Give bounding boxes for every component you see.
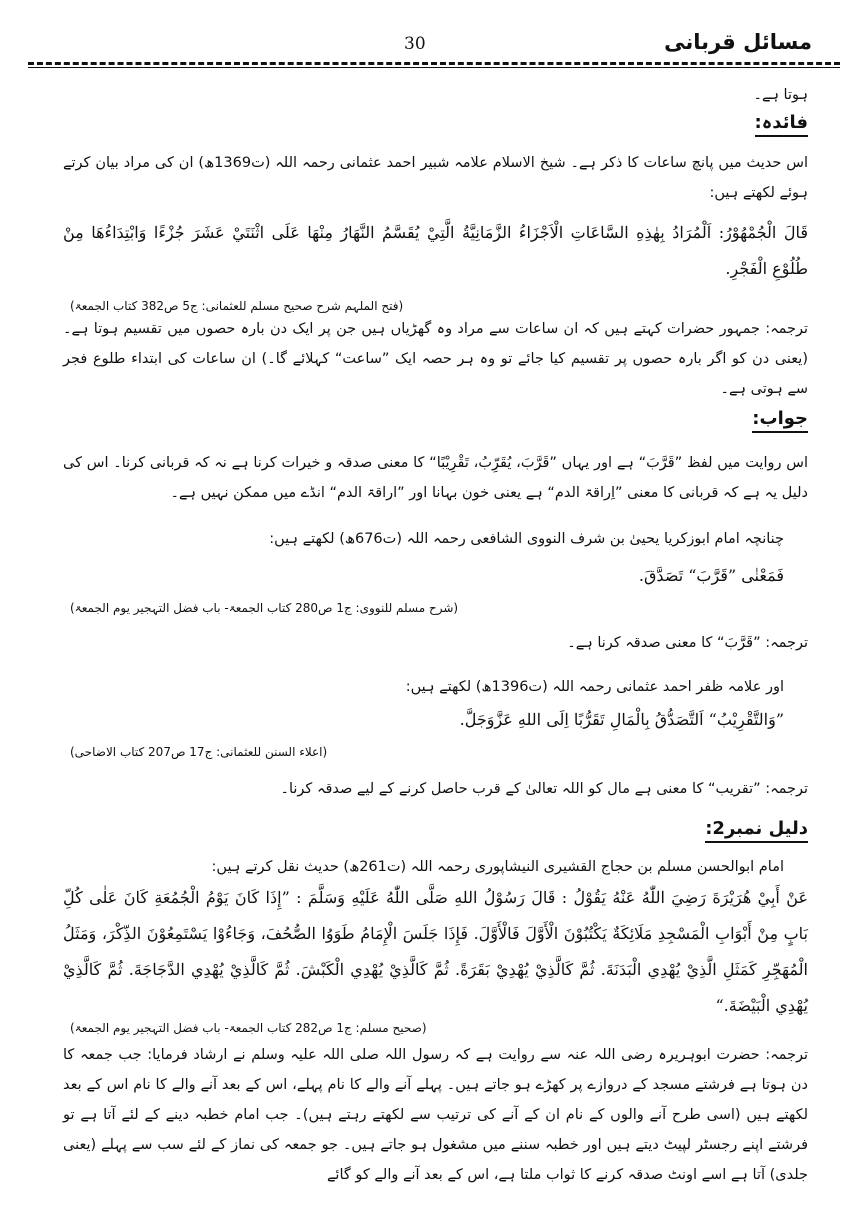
reference-4: (صحیح مسلم: ج1 ص282 کتاب الجمعۃ- باب فضل التہجیر یوم الجمعۃ): [70, 1021, 427, 1035]
dalil-heading: دلیل نمبر2:: [705, 818, 808, 839]
page-number: 30: [404, 34, 426, 54]
header-divider: [28, 62, 840, 65]
reference-2: (شرح مسلم للنووی: ج1 ص280 کتاب الجمعۃ- باب فضل التہجیر یوم الجمعۃ): [70, 601, 459, 615]
arabic-quote-1: قَالَ الْجُمْهُوْرُ: اَلْمُرَادُ بِهٰذِهِ السَّاعَاتِ الْاَجْزَاءُ الزَّمَانِيَّةُ الَّتِيْ يُقَسَّمُ النَّهَارُ مِنْهَا عَلَى اثْنَتَيْ عَشَرَ جُزْءًا وَابْتِدَاءُهَا مِنْ طُلُوْعِ الْفَجْرِ.: [63, 223, 808, 278]
page-header: [40, 30, 820, 64]
jawab-paragraph: اس روایت میں لفظ ”قَرَّبَ“ ہے اور یہاں ”قَرَّبَ، يُقَرِّبُ، تَقْرِيْبًا“ کا معنی صدقہ و خیرات کرنا ہے نہ کہ قربانی کرنا۔ اس کی دلیل یہ ہے کہ قربانی کا معنی ”اِراقۃ الدم“ ہے یعنی خون بہانا اور ”اراقۃ الدم“ انڈے میں ممکن نہیں ہے۔: [63, 455, 808, 501]
header-divider-thin: [28, 67, 840, 68]
faida-heading: فائدہ:: [755, 112, 808, 133]
muslim-intro: امام ابوالحسن مسلم بن حجاج القشیری النیشاپوری رحمہ اللہ (ت261ھ) حدیث نقل کرتے ہیں:: [211, 859, 784, 875]
usmani-intro: اور علامہ ظفر احمد عثمانی رحمہ اللہ (ت1396ھ) لکھتے ہیں:: [405, 679, 784, 695]
arabic-hadith: عَنْ أَبِيْ هُرَيْرَةَ رَضِيَ اللّٰهُ عَنْهُ يَقُوْلُ : قَالَ رَسُوْلُ اللهِ صَلَّى اللّٰهُ عَلَيْهِ وَسَلَّمَ : ”إِذَا كَانَ يَوْمُ الْجُمُعَةِ كَانَ عَلٰى كُلِّ بَابٍ مِنْ أَبْوَابِ الْمَسْجِدِ مَلَائِكَةٌ يَكْتُبُوْنَ الْأَوَّلَ فَالْأَوَّلَ. فَإِذَا جَلَسَ الْإِمَامُ طَوَوُا الصُّحُفَ، وَجَاءُوْا يَسْتَمِعُوْنَ الذِّكْرَ، وَمَثَلُ الْمُهَجِّرِ كَمَثَلِ الَّذِيْ يُهْدِي الْبَدَنَةَ. ثُمَّ كَالَّذِيْ يُهْدِيْ بَقَرَةً. ثُمَّ كَالَّذِيْ يُهْدِي الْكَبْشَ. ثُمَّ كَالَّذِيْ يُهْدِي الدَّجَاجَةَ. ثُمَّ كَالَّذِيْ يُهْدِي الْبَيْضَةَ.“: [63, 888, 808, 1015]
nawawi-intro: چنانچہ امام ابوزکریا یحییٰ بن شرف النووی الشافعی رحمہ اللہ (ت676ھ) لکھتے ہیں:: [269, 531, 784, 547]
arabic-quote-3: ”وَالتَّقْرِيْبُ“ اَلتَّصَدُّقُ بِالْمَالِ تَقَرُّبًا اِلَى اللهِ عَزَّوَجَلَّ.: [459, 710, 784, 729]
translation-2: ترجمہ: ”قَرَّبَ“ کا معنی صدقہ کرنا ہے۔: [567, 635, 808, 651]
reference-3: (اعلاء السنن للعثمانی: ج17 ص207 کتاب الاضاحی): [70, 745, 328, 759]
translation-3: ترجمہ: ”تقریب“ کا معنی ہے مال کو اللہ تعالیٰ کے قرب حاصل کرنے کے لیے صدقہ کرنا۔: [280, 781, 808, 797]
book-title: مسائل قربانی: [664, 30, 812, 54]
translation-4: ترجمہ: حضرت ابوہریرہ رضی اللہ عنہ سے روایت ہے کہ رسول اللہ صلی اللہ علیہ وسلم نے ارشاد فرمایا: جب جمعہ کا دن ہوتا ہے فرشتے مسجد کے دروازے پر کھڑے ہو جاتے ہیں۔ پہلے آنے والے کا نام پہلے، اس کے بعد آنے والے کا نام اس کے بعد لکھتے ہیں (اسی طرح آنے والوں کے نام ان کے آنے کی ترتیب سے لکھتے رہتے ہیں)۔ جب امام خطبہ دینے کے لئے آتا ہے تو فرشتے اپنے رجسٹر لپیٹ دیتے ہیں اور خطبہ سننے میں مشغول ہو جاتے ہیں۔ جو جمعہ کی نماز کے لئے سب سے پہلے (یعنی جلدی) آتا ہے اسے اونٹ صدقہ کرنے کا ثواب ملتا ہے، اس کے بعد آنے والے کو گائے: [63, 1047, 808, 1183]
reference-1: (فتح الملہم شرح صحیح مسلم للعثمانی: ج5 ص382 کتاب الجمعۃ): [70, 299, 404, 313]
arabic-quote-2: فَمَعْنٰى ”قَرَّبَ“ تَصَدَّقَ.: [638, 566, 784, 585]
faida-paragraph: اس حدیث میں پانچ ساعات کا ذکر ہے۔ شیخ الاسلام علامہ شبیر احمد عثمانی رحمہ اللہ (ت1369ھ) ان کی مراد بیان کرتے ہوئے لکھتے ہیں:: [63, 155, 808, 201]
translation-1: ترجمہ: جمہور حضرات کہتے ہیں کہ ان ساعات سے مراد وہ گھڑیاں ہیں جن پر ایک دن بارہ حصوں میں تقسیم ہوتا ہے۔ (یعنی دن کو اگر بارہ حصوں پر تقسیم کیا جائے تو وہ ہر حصہ ایک ”ساعت“ کہلائے گا۔) ان ساعات کی ابتداء طلوع فجر سے ہوتی ہے۔: [63, 321, 808, 397]
jawab-heading: جواب:: [752, 408, 808, 429]
continuation-line: ہوتا ہے۔: [753, 87, 808, 103]
